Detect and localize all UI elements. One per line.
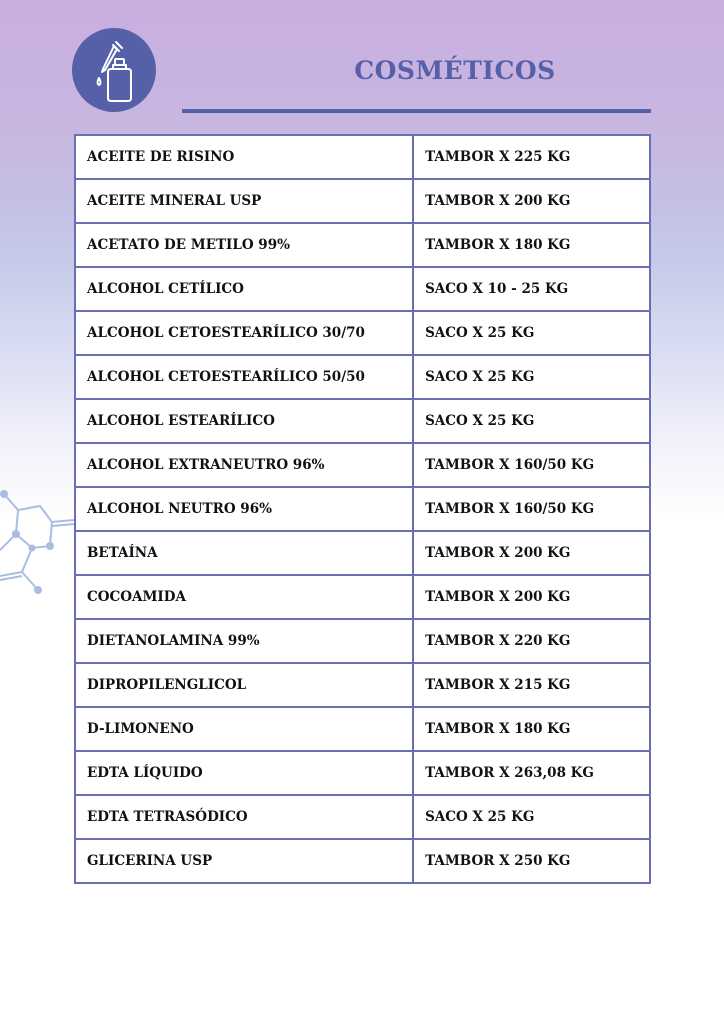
product-name-cell: ALCOHOL NEUTRO 96% (75, 487, 413, 531)
packaging-cell: TAMBOR X 160/50 KG (413, 487, 650, 531)
table-row (75, 399, 650, 443)
product-name-cell: ALCOHOL EXTRANEUTRO 96% (75, 443, 413, 487)
packaging-cell: TAMBOR X 215 KG (413, 663, 650, 707)
dropper-bottle-icon (72, 28, 156, 112)
products-table (74, 134, 651, 884)
molecule-decoration (0, 480, 80, 610)
table-row (75, 531, 650, 575)
table-row (75, 443, 650, 487)
packaging-cell: SACO X 25 KG (413, 399, 650, 443)
packaging-cell: TAMBOR X 180 KG (413, 223, 650, 267)
table-row (75, 619, 650, 663)
table-row (75, 223, 650, 267)
product-name-cell: BETAÍNA (75, 531, 413, 575)
packaging-cell: TAMBOR X 200 KG (413, 179, 650, 223)
product-name-cell: EDTA TETRASÓDICO (75, 795, 413, 839)
table-row (75, 795, 650, 839)
packaging-cell: SACO X 10 - 25 KG (413, 267, 650, 311)
product-name-cell: EDTA LÍQUIDO (75, 751, 413, 795)
table-row (75, 707, 650, 751)
table-row (75, 311, 650, 355)
category-logo (72, 28, 156, 112)
packaging-cell: SACO X 25 KG (413, 795, 650, 839)
table-row (75, 355, 650, 399)
packaging-cell: TAMBOR X 160/50 KG (413, 443, 650, 487)
product-name-cell: ALCOHOL ESTEARÍLICO (75, 399, 413, 443)
product-name-cell: D-LIMONENO (75, 707, 413, 751)
product-name-cell: ALCOHOL CETOESTEARÍLICO 50/50 (75, 355, 413, 399)
packaging-cell: TAMBOR X 200 KG (413, 531, 650, 575)
table-row (75, 839, 650, 883)
product-name-cell: DIETANOLAMINA 99% (75, 619, 413, 663)
packaging-cell: TAMBOR X 225 KG (413, 135, 650, 179)
product-name-cell: ACEITE DE RISINO (75, 135, 413, 179)
table-row (75, 575, 650, 619)
table-row (75, 487, 650, 531)
product-name-cell: ALCOHOL CETÍLICO (75, 267, 413, 311)
table-row (75, 179, 650, 223)
product-name-cell: DIPROPILENGLICOL (75, 663, 413, 707)
packaging-cell: SACO X 25 KG (413, 355, 650, 399)
packaging-cell: TAMBOR X 263,08 KG (413, 751, 650, 795)
packaging-cell: TAMBOR X 250 KG (413, 839, 650, 883)
title-underline (182, 109, 651, 113)
product-name-cell: GLICERINA USP (75, 839, 413, 883)
table-row (75, 267, 650, 311)
product-name-cell: ACETATO DE METILO 99% (75, 223, 413, 267)
product-name-cell: ACEITE MINERAL USP (75, 179, 413, 223)
packaging-cell: TAMBOR X 180 KG (413, 707, 650, 751)
packaging-cell: TAMBOR X 220 KG (413, 619, 650, 663)
table-row (75, 663, 650, 707)
table-row (75, 751, 650, 795)
product-name-cell: COCOAMIDA (75, 575, 413, 619)
product-name-cell: ALCOHOL CETOESTEARÍLICO 30/70 (75, 311, 413, 355)
packaging-cell: SACO X 25 KG (413, 311, 650, 355)
page-title: COSMÉTICOS (354, 56, 556, 85)
packaging-cell: TAMBOR X 200 KG (413, 575, 650, 619)
table-row (75, 135, 650, 179)
